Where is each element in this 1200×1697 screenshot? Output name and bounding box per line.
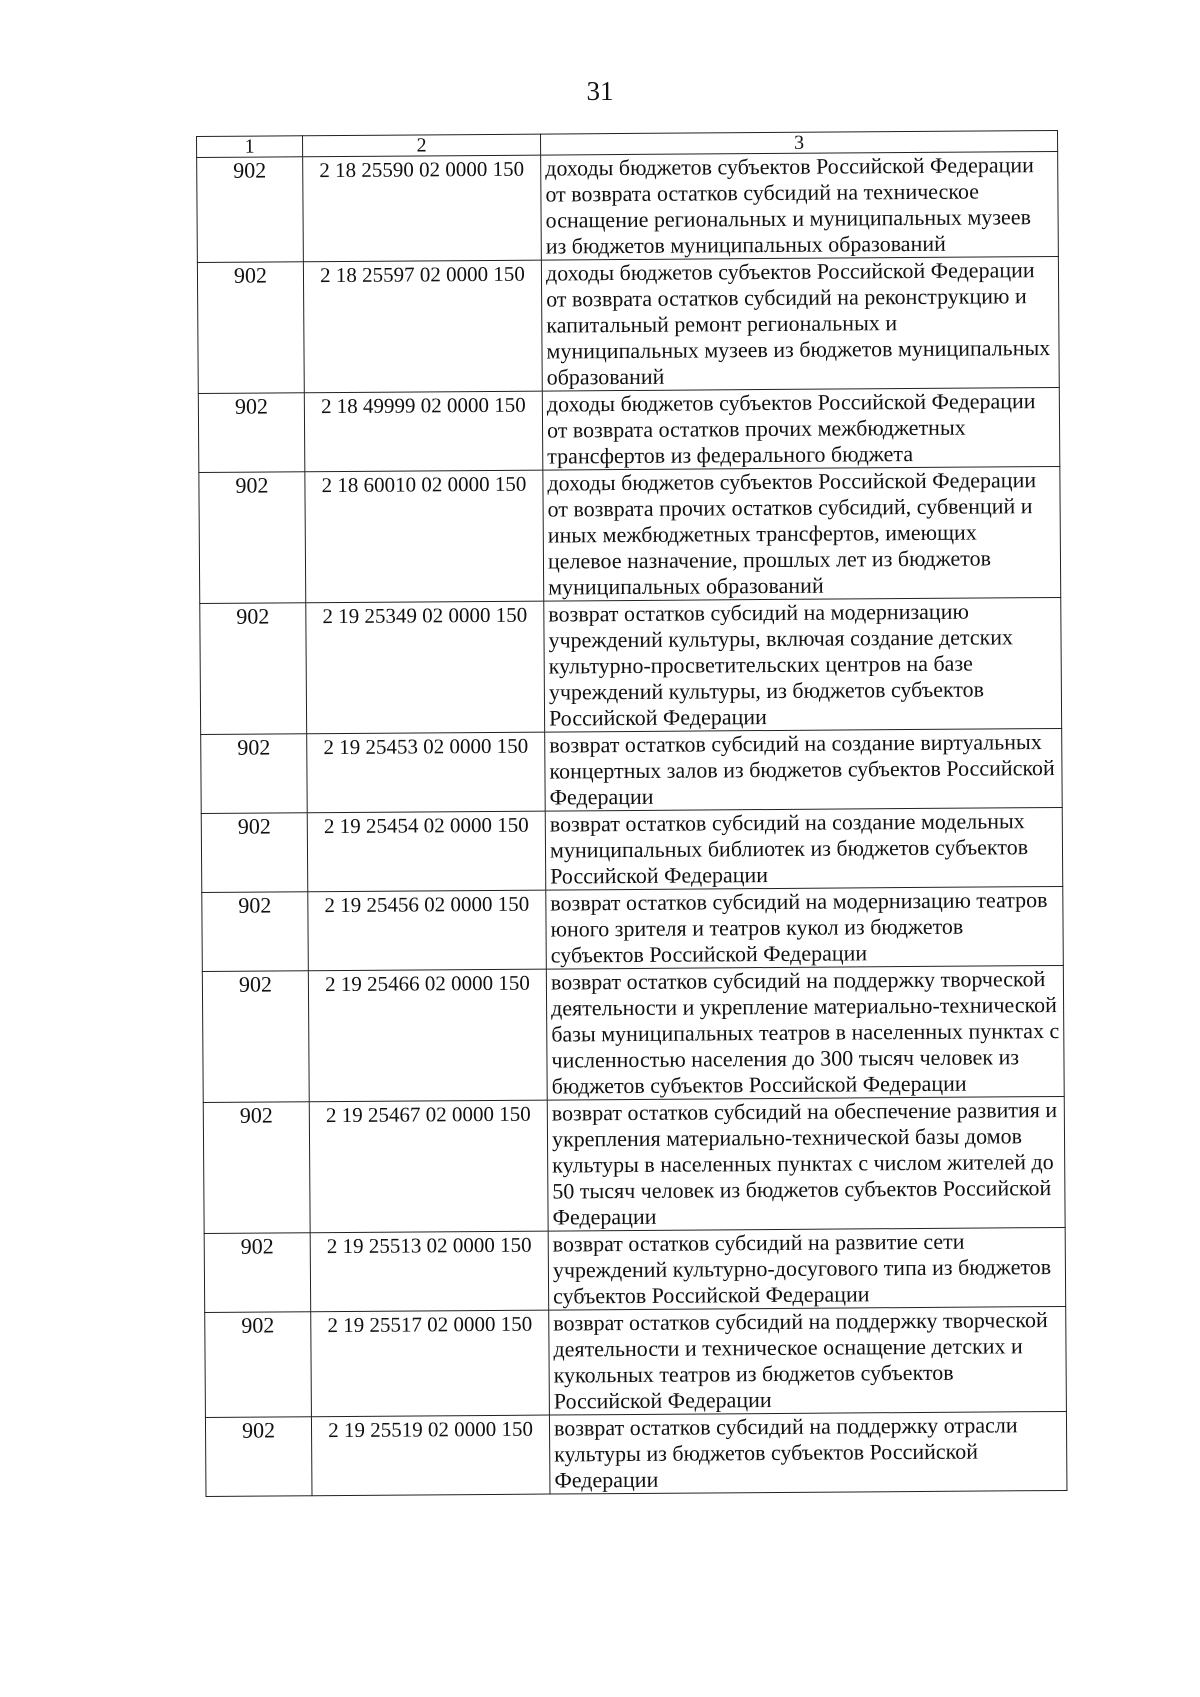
table-row (197, 256, 1059, 393)
budget-code-cell: 2 19 25453 02 0000 150 (307, 732, 546, 813)
income-description-cell: доходы бюджетов субъектов Российской Федерации от возврата остатков прочих межбюджетных трансфертов из федерального бюджета (542, 387, 1060, 470)
admin-code-cell: 902 (205, 1312, 312, 1418)
admin-code-cell: 902 (200, 603, 307, 735)
admin-code-cell: 902 (202, 892, 309, 972)
budget-code-cell: 2 18 60010 02 0000 150 (305, 470, 544, 603)
table-row (199, 466, 1061, 603)
budget-code-cell: 2 19 25513 02 0000 150 (310, 1231, 549, 1312)
budget-code-cell: 2 19 25466 02 0000 150 (308, 969, 547, 1102)
table-row (202, 965, 1064, 1102)
income-description-cell: доходы бюджетов субъектов Российской Федерации от возврата остатков субсидий на реконструкцию и капитальный ремонт региональных и муниципальных музеев из бюджетов муниципальных образований (541, 256, 1059, 391)
column-header-1: 1 (197, 136, 303, 158)
admin-code-cell: 902 (198, 393, 305, 473)
admin-code-cell: 902 (205, 1417, 312, 1497)
budget-code-cell: 2 19 25454 02 0000 150 (307, 811, 546, 892)
budget-code-cell: 2 18 49999 02 0000 150 (304, 391, 543, 472)
income-description-cell: возврат остатков субсидий на поддержку творческой деятельности и укрепление материально-технической базы муниципальных театров в населенных пунктах с численностью населения до 300 тысяч человек из бюджетов субъектов Российской Федерации (546, 965, 1064, 1100)
table-row (198, 387, 1060, 472)
income-description-cell: возврат остатков субсидий на поддержку отрасли культуры из бюджетов субъектов Российской Федерации (549, 1411, 1067, 1494)
table-row (205, 1306, 1067, 1417)
admin-code-cell: 902 (197, 262, 304, 394)
table-row (202, 886, 1064, 971)
income-description-cell: возврат остатков субсидий на развитие сети учреждений культурно-досугового типа из бюджетов субъектов Российской Федерации (548, 1227, 1066, 1310)
table-row (201, 807, 1063, 892)
income-description-cell: возврат остатков субсидий на создание виртуальных концертных залов из бюджетов субъектов Российской Федерации (545, 728, 1063, 811)
income-description-cell: возврат остатков субсидий на обеспечение развития и укрепления материально-технической базы домов культуры в населенных пунктах с числом жителей до 50 тысяч человек из бюджетов субъектов Российской Федерации (547, 1096, 1065, 1231)
column-header-2: 2 (303, 134, 541, 157)
admin-code-cell: 902 (204, 1233, 311, 1313)
income-description-cell: возврат остатков субсидий на модернизацию театров юного зрителя и театров кукол из бюджетов субъектов Российской Федерации (546, 886, 1064, 969)
table-row (205, 1411, 1067, 1496)
column-header-3: 3 (540, 130, 1057, 155)
budget-code-cell: 2 19 25467 02 0000 150 (309, 1100, 548, 1233)
income-description-cell: доходы бюджетов субъектов Российской Федерации от возврата остатков субсидий на техническое оснащение региональных и муниципальных музеев из бюджетов муниципальных образований (541, 151, 1059, 260)
admin-code-cell: 902 (197, 157, 304, 263)
income-description-cell: доходы бюджетов субъектов Российской Федерации от возврата прочих остатков субсидий, субвенций и иных межбюджетных трансфертов, имеющих целевое назначение, прошлых лет из бюджетов муниципальных образований (543, 466, 1061, 601)
budget-code-cell: 2 19 25456 02 0000 150 (308, 890, 547, 971)
budget-code-cell: 2 18 25597 02 0000 150 (303, 260, 542, 393)
income-description-cell: возврат остатков субсидий на поддержку творческой деятельности и техническое оснащение детских и кукольных театров из бюджетов субъектов Российской Федерации (549, 1306, 1067, 1415)
table-row (203, 1096, 1065, 1233)
income-description-cell: возврат остатков субсидий на модернизацию учреждений культуры, включая создание детских культурно-просветительских центров на базе учреждений культуры, из бюджетов субъектов Российской Федерации (544, 597, 1062, 732)
admin-code-cell: 902 (201, 813, 308, 893)
table-row (200, 597, 1062, 734)
admin-code-cell: 902 (201, 734, 308, 814)
page-number: 31 (586, 76, 614, 106)
income-description-cell: возврат остатков субсидий на создание модельных муниципальных библиотек из бюджетов субъектов Российской Федерации (545, 807, 1063, 890)
admin-code-cell: 902 (202, 971, 309, 1103)
budget-code-cell: 2 18 25590 02 0000 150 (303, 155, 542, 262)
budget-code-cell: 2 19 25517 02 0000 150 (311, 1310, 550, 1417)
table-row (201, 728, 1063, 813)
budget-code-cell: 2 19 25349 02 0000 150 (306, 601, 545, 734)
table-row (197, 151, 1059, 262)
budget-classification-table (196, 130, 1067, 1497)
admin-code-cell: 902 (199, 472, 306, 604)
budget-code-cell: 2 19 25519 02 0000 150 (311, 1415, 550, 1496)
table-row (204, 1227, 1066, 1312)
admin-code-cell: 902 (203, 1102, 310, 1234)
